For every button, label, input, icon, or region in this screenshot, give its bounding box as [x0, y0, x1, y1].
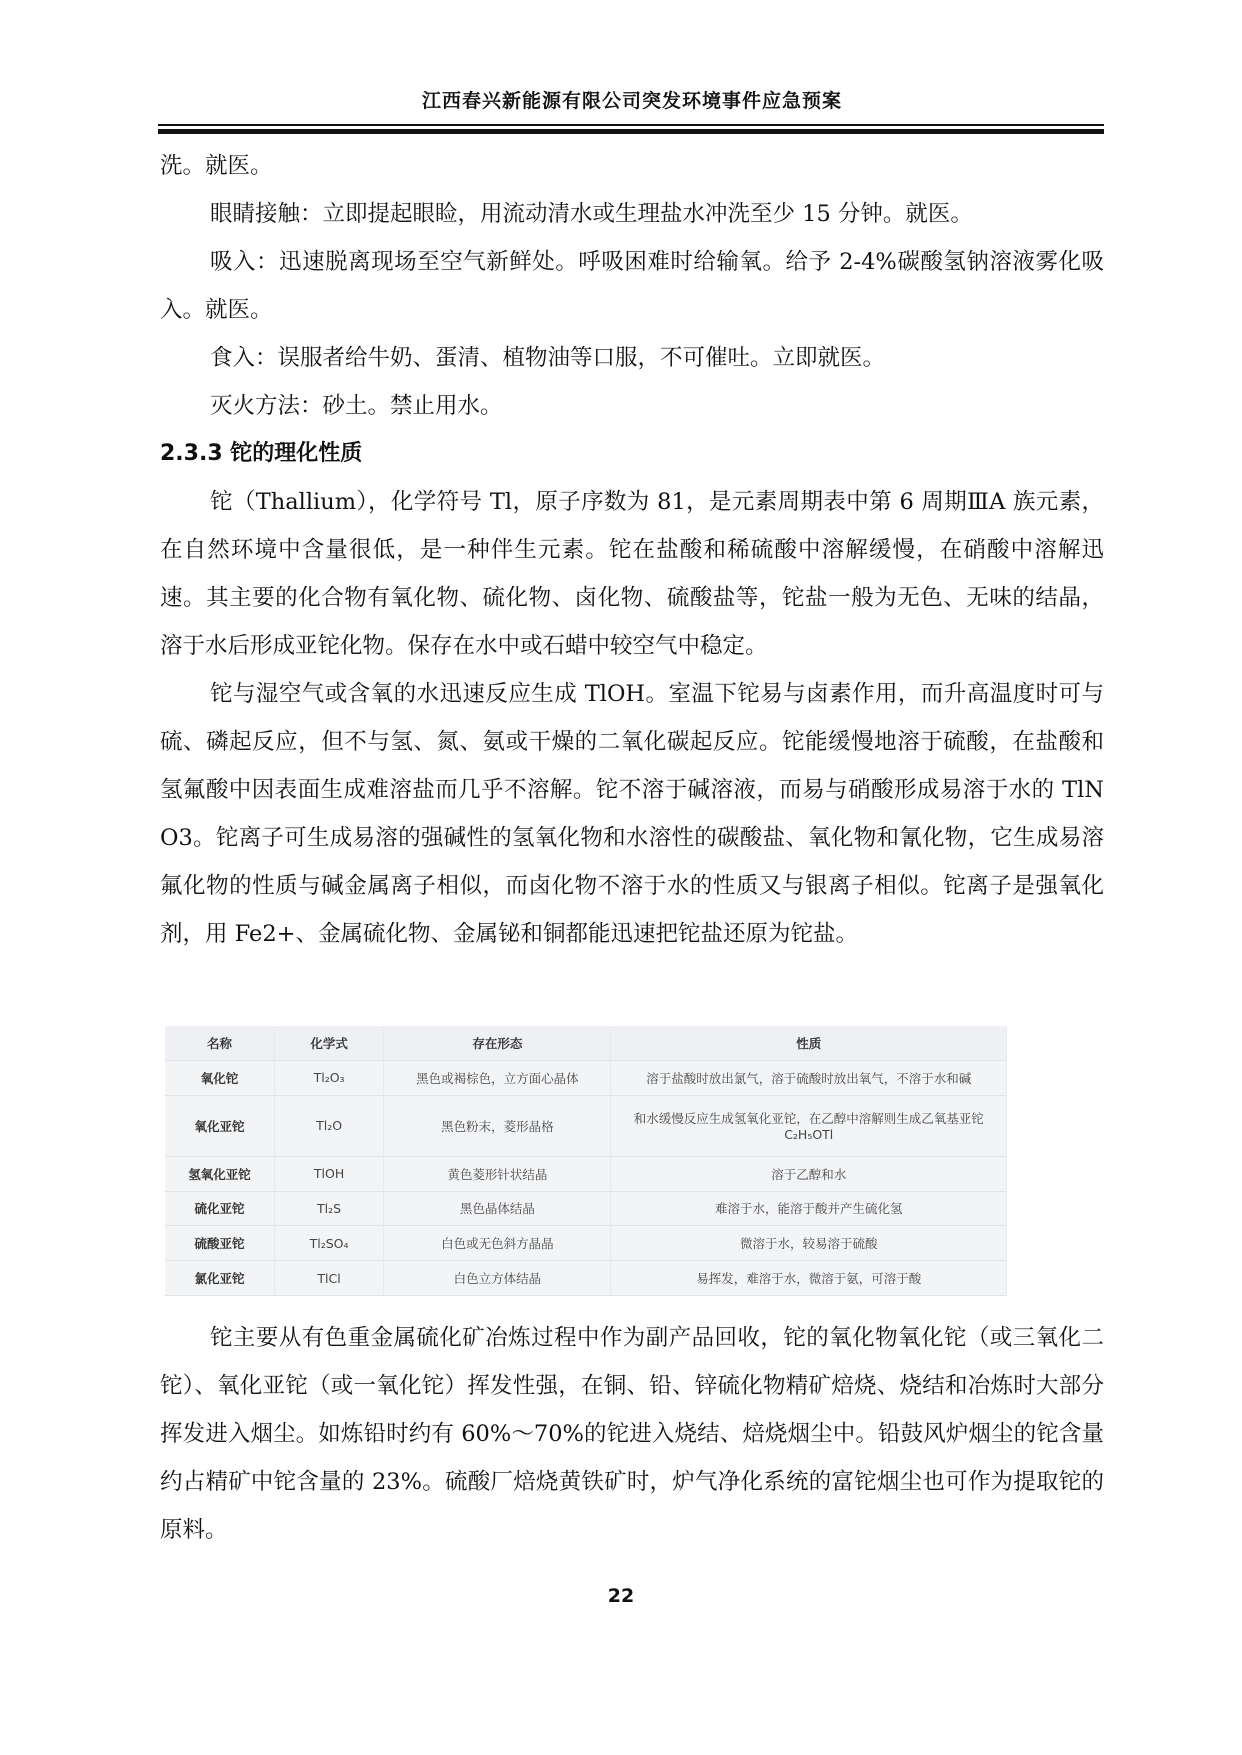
- page-number: 22: [607, 1585, 635, 1607]
- cell-name: 硫酸亚铊: [165, 1226, 274, 1261]
- cell-property: 溶于盐酸时放出氯气，溶于硫酸时放出氧气，不溶于水和碱: [611, 1061, 1007, 1096]
- cell-formula: Tl₂S: [274, 1191, 383, 1226]
- cell-formula: Tl₂O₃: [274, 1061, 383, 1096]
- paragraph: 眼睛接触：立即提起眼睑，用流动清水或生理盐水冲洗至少 15 分钟。就医。: [210, 201, 973, 227]
- body-text-top: [160, 142, 1104, 958]
- paragraph: 吸入：迅速脱离现场至空气新鲜处。呼吸困难时给输氧。给予 2-4%碳酸氢钠溶液雾化吸入。就医。: [160, 249, 1104, 323]
- cell-formula: TlCl: [274, 1261, 383, 1296]
- cell-property: 和水缓慢反应生成氢氧化亚铊，在乙醇中溶解则生成乙氧基亚铊 C₂H₅OTl: [611, 1095, 1007, 1156]
- cell-property: 易挥发，难溶于水，微溶于氨，可溶于酸: [611, 1261, 1007, 1296]
- paragraph: 铊主要从有色重金属硫化矿冶炼过程中作为副产品回收，铊的氧化物氧化铊（或三氧化二铊）、氧化亚铊（或一氧化铊）挥发性强，在铜、铅、锌硫化物精矿焙烧、烧结和冶炼时大部分挥发进入烟尘。如炼铅时约有 60%～70%的铊进入烧结、焙烧烟尘中。铅鼓风炉烟尘的铊含量约占精矿中铊含量的 23%。硫酸厂焙烧黄铁矿时，炉气净化系统的富铊烟尘也可作为提取铊的原料。: [160, 1325, 1104, 1543]
- section-heading: 2.3.3 铊的理化性质: [160, 441, 363, 466]
- cell-name: 氢氧化亚铊: [165, 1156, 274, 1191]
- cell-form: 黑色晶体结晶: [384, 1191, 611, 1226]
- cell-name: 硫化亚铊: [165, 1191, 274, 1226]
- body-text-bottom: [160, 1314, 1104, 1554]
- table-row: [165, 1191, 1007, 1226]
- cell-name: 氧化铊: [165, 1061, 274, 1096]
- cell-formula: Tl₂SO₄: [274, 1226, 383, 1261]
- compounds-table: [165, 1026, 1007, 1296]
- cell-property: 难溶于水，能溶于酸并产生硫化氢: [611, 1191, 1007, 1226]
- paragraph: 铊（Thallium），化学符号 Tl，原子序数为 81，是元素周期表中第 6 周期ⅢA 族元素，在自然环境中含量很低，是一种伴生元素。铊在盐酸和稀硫酸中溶解缓慢，在硝酸中溶解迅速。其主要的化合物有氧化物、硫化物、卤化物、硫酸盐等，铊盐一般为无色、无味的结晶，溶于水后形成亚铊化物。保存在水中或石蜡中较空气中稳定。: [160, 489, 1104, 659]
- table-row: [165, 1156, 1007, 1191]
- cell-form: 黄色菱形针状结晶: [384, 1156, 611, 1191]
- cell-form: 白色或无色斜方晶晶: [384, 1226, 611, 1261]
- column-header: 化学式: [274, 1026, 383, 1061]
- table-row: [165, 1061, 1007, 1096]
- header-rule-thick: [158, 129, 1104, 134]
- cell-property: 微溶于水，较易溶于硫酸: [611, 1226, 1007, 1261]
- table-header-row: [165, 1026, 1007, 1061]
- paragraph: 洗。就医。: [160, 153, 273, 179]
- column-header: 名称: [165, 1026, 274, 1061]
- cell-formula: TlOH: [274, 1156, 383, 1191]
- cell-form: 黑色或褐棕色，立方面心晶体: [384, 1061, 611, 1096]
- cell-form: 白色立方体结晶: [384, 1261, 611, 1296]
- page-header-title: 江西春兴新能源有限公司突发环境事件应急预案: [421, 90, 842, 112]
- column-header: 性质: [611, 1026, 1007, 1061]
- cell-name: 氯化亚铊: [165, 1261, 274, 1296]
- column-header: 存在形态: [384, 1026, 611, 1061]
- cell-form: 黑色粉末，菱形晶格: [384, 1095, 611, 1156]
- header-rule-thin: [158, 124, 1104, 126]
- table-row: [165, 1095, 1007, 1156]
- cell-property: 溶于乙醇和水: [611, 1156, 1007, 1191]
- paragraph: 灭火方法：砂土。禁止用水。: [210, 393, 503, 419]
- cell-name: 氧化亚铊: [165, 1095, 274, 1156]
- table-row: [165, 1261, 1007, 1296]
- paragraph: 食入：误服者给牛奶、蛋清、植物油等口服，不可催吐。立即就医。: [210, 345, 886, 371]
- table-row: [165, 1226, 1007, 1261]
- paragraph: 铊与湿空气或含氧的水迅速反应生成 TlOH。室温下铊易与卤素作用，而升高温度时可与硫、磷起反应，但不与氢、氮、氨或干燥的二氧化碳起反应。铊能缓慢地溶于硫酸，在盐酸和氢氟酸中因表面生成难溶盐而几乎不溶解。铊不溶于碱溶液，而易与硝酸形成易溶于水的 TlNO3。铊离子可生成易溶的强碱性的氢氧化物和水溶性的碳酸盐、氧化物和氰化物，它生成易溶氟化物的性质与碱金属离子相似，而卤化物不溶于水的性质又与银离子相似。铊离子是强氧化剂，用 Fe2+、金属硫化物、金属铋和铜都能迅速把铊盐还原为铊盐。: [160, 681, 1104, 947]
- thallium-compounds-table: [165, 1026, 1007, 1296]
- cell-formula: Tl₂O: [274, 1095, 383, 1156]
